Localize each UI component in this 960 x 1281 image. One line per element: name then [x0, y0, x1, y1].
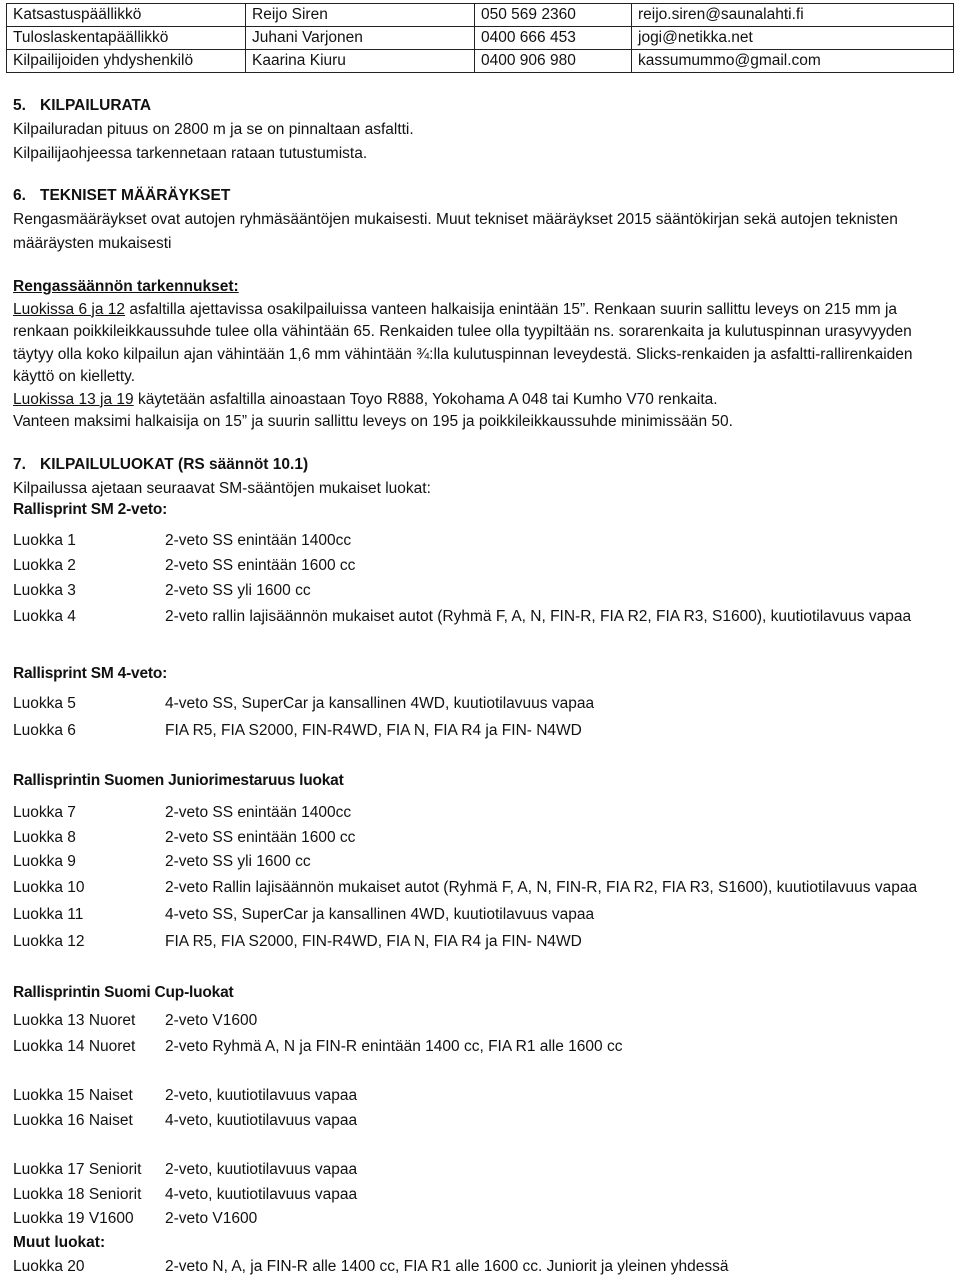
class-label: Luokka 2 — [13, 557, 76, 574]
section-title: KILPAILURATA — [40, 97, 152, 114]
class-label: Luokka 7 — [13, 804, 76, 821]
class-description: 4-veto SS, SuperCar ja kansallinen 4WD, kuutiotilavuus vapaa — [165, 695, 595, 712]
class-description: 2-veto SS yli 1600 cc — [165, 853, 311, 870]
class-description: 2-veto Ryhmä A, N ja FIN-R enintään 1400 cc, FIA R1 alle 1600 cc — [165, 1038, 623, 1055]
class-label: Luokka 5 — [13, 695, 76, 712]
paragraph-line: Kilpailuradan pituus on 2800 m ja se on pinnaltaan asfaltti. — [13, 121, 414, 138]
underlined-text: Luokissa 6 ja 12 — [13, 300, 126, 318]
section-6 — [13, 184, 948, 256]
paragraph-line — [13, 389, 948, 412]
section-number: 6. — [13, 187, 26, 204]
class-description: 2-veto SS enintään 1600 cc — [165, 829, 356, 846]
paragraph-line: käyttö on kielletty. — [13, 368, 136, 385]
contact-name: Kaarina Kiuru — [246, 50, 475, 73]
section-5 — [13, 94, 948, 166]
class-description: 2-veto N, A, ja FIN-R alle 1400 cc, FIA R1 alle 1600 cc. Juniorit ja yleinen yhdessä — [165, 1258, 729, 1275]
contact-email: jogi@netikka.net — [632, 27, 954, 50]
section-number: 5. — [13, 97, 26, 114]
class-label: Luokka 6 — [13, 722, 76, 739]
group-title: Rallisprint SM 4-veto: — [13, 665, 168, 682]
class-label: Luokka 16 Naiset — [13, 1112, 133, 1129]
class-description: 2-veto, kuutiotilavuus vapaa — [165, 1161, 358, 1178]
class-description: 2-veto V1600 — [165, 1210, 258, 1227]
contact-phone: 0400 906 980 — [475, 50, 632, 73]
class-label: Luokka 12 — [13, 933, 85, 950]
contact-role: Katsastuspäällikkö — [7, 4, 246, 27]
class-label: Luokka 15 Naiset — [13, 1087, 133, 1104]
class-label: Luokka 17 Seniorit — [13, 1161, 142, 1178]
class-label: Luokka 19 V1600 — [13, 1210, 134, 1227]
class-description: 2-veto SS enintään 1600 cc — [165, 557, 356, 574]
class-label: Luokka 20 — [13, 1258, 85, 1275]
class-label: Luokka 10 — [13, 879, 85, 896]
class-label: Luokka 13 Nuoret — [13, 1012, 136, 1029]
section-5-heading — [13, 94, 948, 118]
paragraph-line: määräysten mukaisesti — [13, 235, 172, 252]
class-label: Luokka 4 — [13, 608, 76, 625]
paragraph-line: Kilpailijaohjeessa tarkennetaan rataan tutustumista. — [13, 145, 368, 162]
class-description: 2-veto Rallin lajisäännön mukaiset autot (Ryhmä F, A, N, FIN-R, FIA R2, FIA R3, S1600), kuutiotilavuus vapaa — [165, 879, 918, 896]
section-7 — [13, 453, 948, 501]
table-row — [7, 50, 954, 73]
paragraph-text: käytetään asfaltilla ainoastaan Toyo R888, Yokohama A 048 tai Kumho V70 renkaita. — [133, 390, 718, 408]
class-description: 2-veto SS enintään 1400cc — [165, 532, 352, 549]
table-row — [7, 4, 954, 27]
contact-email: reijo.siren@saunalahti.fi — [632, 4, 954, 27]
tire-rules-heading: Rengassäännön tarkennukset: — [13, 278, 239, 295]
section-number: 7. — [13, 456, 26, 473]
class-label: Luokka 11 — [13, 906, 84, 923]
class-label: Luokka 18 Seniorit — [13, 1186, 142, 1203]
section-title: KILPAILULUOKAT (RS säännöt 10.1) — [40, 456, 309, 473]
class-description: FIA R5, FIA S2000, FIN-R4WD, FIA N, FIA R4 ja FIN- N4WD — [165, 933, 582, 950]
paragraph-line: renkaan poikkileikkaussuhde tulee olla vähintään 65. Renkaiden tulee olla tyypiltään ns. sorarenkaita ja kulutuspinnan urasyvyyden — [13, 323, 912, 340]
group-title: Rallisprintin Suomi Cup-luokat — [13, 984, 234, 1001]
underlined-text: Luokissa 13 ja 19 — [13, 390, 134, 408]
contact-email: kassumummo@gmail.com — [632, 50, 954, 73]
class-label: Luokka 9 — [13, 853, 76, 870]
contact-name: Juhani Varjonen — [246, 27, 475, 50]
class-description: 2-veto rallin lajisäännön mukaiset autot (Ryhmä F, A, N, FIN-R, FIA R2, FIA R3, S1600), kuutiotilavuus vapaa — [165, 608, 912, 625]
paragraph-line — [13, 299, 948, 322]
section-7-heading — [13, 453, 948, 477]
paragraph-line: täytyy olla koko kilpailun ajan vähintään 1,6 mm vähintään ¾:lla kulutuspinnan leveydestä. Slicks-renkaiden ja asfaltti-rallirenkaiden — [13, 345, 913, 363]
class-description: FIA R5, FIA S2000, FIN-R4WD, FIA N, FIA R4 ja FIN- N4WD — [165, 722, 582, 739]
table-row — [7, 27, 954, 50]
class-description: 2-veto V1600 — [165, 1012, 258, 1029]
class-description: 2-veto SS yli 1600 cc — [165, 582, 311, 599]
contact-role: Tuloslaskentapäällikkö — [7, 27, 246, 50]
paragraph-line: Kilpailussa ajetaan seuraavat SM-sääntöjen mukaiset luokat: — [13, 480, 431, 497]
contact-phone: 0400 666 453 — [475, 27, 632, 50]
section-title: TEKNISET MÄÄRÄYKSET — [40, 187, 231, 204]
class-description: 2-veto, kuutiotilavuus vapaa — [165, 1087, 358, 1104]
contacts-table — [6, 3, 954, 73]
paragraph-text: asfaltilla ajettavissa osakilpailuissa vanteen halkaisija enintään 15”. Renkaan suurin sallittu leveys on 215 mm ja — [125, 300, 898, 318]
group-title: Rallisprintin Suomen Juniorimestaruus luokat — [13, 772, 344, 789]
class-description: 4-veto SS, SuperCar ja kansallinen 4WD, kuutiotilavuus vapaa — [165, 906, 595, 923]
contact-phone: 050 569 2360 — [475, 4, 632, 27]
tire-rules — [13, 276, 948, 434]
section-6-heading — [13, 184, 948, 208]
paragraph-line: Rengasmääräykset ovat autojen ryhmäsääntöjen mukaisesti. Muut tekniset määräykset 2015 sääntökirjan sekä autojen teknisten — [13, 211, 898, 228]
class-description: 4-veto, kuutiotilavuus vapaa — [165, 1186, 358, 1203]
class-label: Luokka 3 — [13, 582, 76, 599]
class-description: 2-veto SS enintään 1400cc — [165, 804, 352, 821]
paragraph-line: Vanteen maksimi halkaisija on 15” ja suurin sallittu leveys on 195 ja poikkileikkaussuhde minimissään 50. — [13, 413, 733, 430]
other-classes-heading: Muut luokat: — [13, 1234, 106, 1251]
class-label: Luokka 1 — [13, 532, 76, 549]
class-label: Luokka 8 — [13, 829, 76, 846]
contact-name: Reijo Siren — [246, 4, 475, 27]
class-description: 4-veto, kuutiotilavuus vapaa — [165, 1112, 358, 1129]
contact-role: Kilpailijoiden yhdyshenkilö — [7, 50, 246, 73]
group-title: Rallisprint SM 2-veto: — [13, 501, 168, 518]
class-label: Luokka 14 Nuoret — [13, 1038, 136, 1055]
